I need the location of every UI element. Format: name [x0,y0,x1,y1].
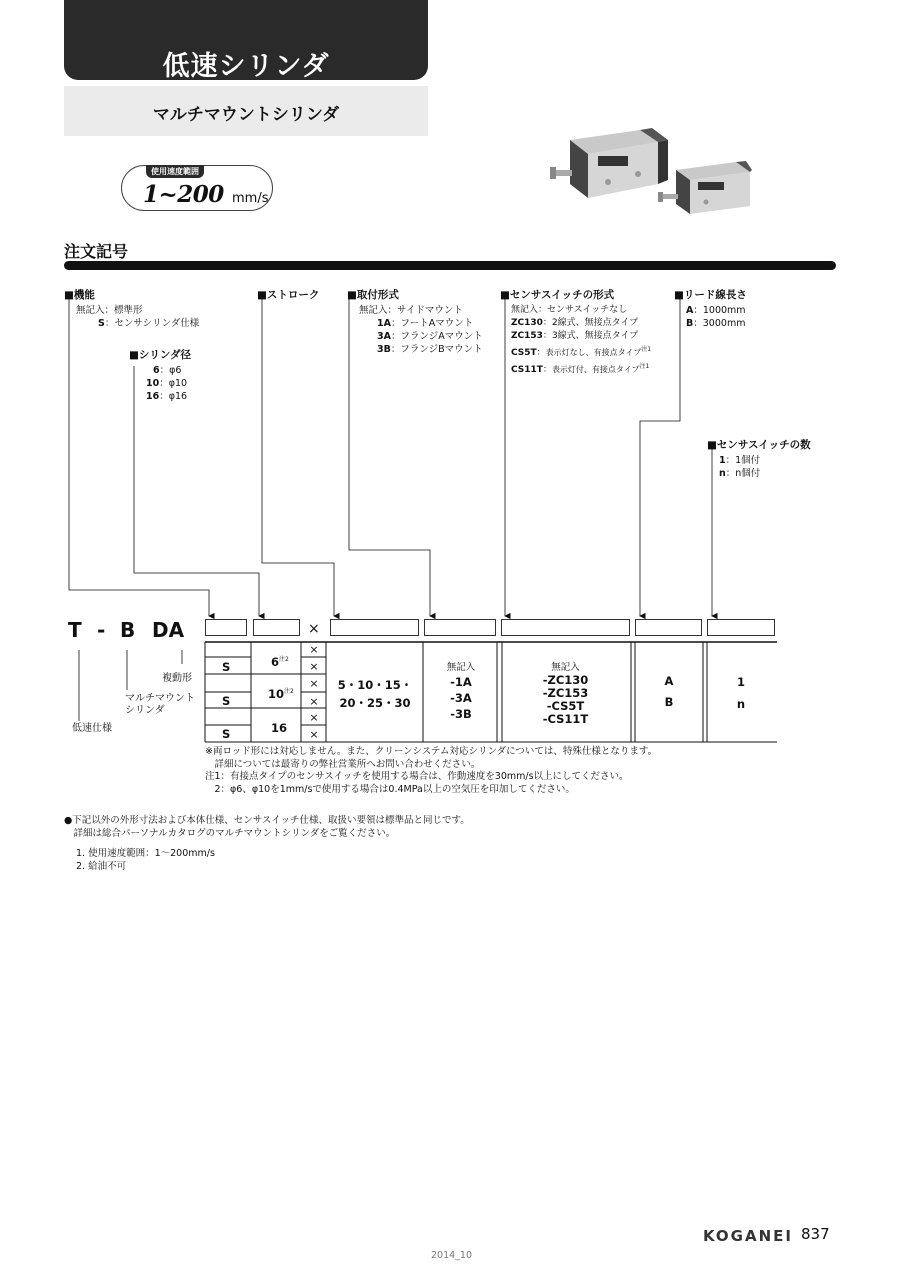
table-x: × [309,711,319,724]
table-x: × [309,643,319,656]
section-stroke-title: ■ストローク [257,289,320,301]
section-sensor-count-title: ■センサスイッチの数 [707,439,811,451]
function-options [76,304,199,330]
code-box-bore [253,619,300,636]
option-row: 3B：フランジBマウント [377,344,483,355]
option-row: 1：1個付 [719,455,761,466]
table-s-3: S [222,727,231,741]
option-row: S：センサシリンダ仕様 [98,318,200,329]
section-lead-title: ■リード線長さ [674,289,747,301]
code-box-sensor [501,619,630,636]
speed-range-value: 1~200 [143,181,224,208]
section-bore-title: ■シリンダ径 [129,349,192,361]
table-sensor-col: 無記入 -ZC130 -ZC153 -CS5T -CS11T [542,662,589,726]
section-mounting-title: ■取付形式 [347,289,399,301]
option-row: 10：φ10 [146,378,188,389]
label-multi-mount-1: マルチマウント [125,693,195,704]
option-row: ZC153：3線式、無接点タイプ [511,331,639,341]
option-row: 無記入：標準形 [76,305,143,316]
option-row: A：1000mm [686,305,746,316]
note-line: ※両ロッド形には対応しません。また、クリーンシステム対応シリンダについては、特殊仕様となります。 [205,746,658,757]
table-bore-16: 16 [271,721,288,735]
option-row: 無記入：サイドマウント [359,305,463,316]
code-box-mounting [424,619,496,636]
label-low-speed: 低速仕様 [72,723,112,734]
code-times: × [308,621,320,637]
code-box-function [205,619,247,636]
page-number: 837 [801,1225,830,1243]
table-x: × [309,660,319,673]
code-letter-t: T [68,618,82,642]
section-function-title: ■機能 [64,289,95,301]
note-line: 詳細については最寄りの弊社営業所へお問い合わせください。 [205,758,481,770]
bullet-item: 2. 給油不可 [76,860,127,872]
option-row: 1A：フートAマウント [377,318,474,329]
note-line: 2：φ6、φ10を1mm/sで使用する場合は0.4MPa以上の空気圧を印加してください。 [205,783,575,795]
option-key: S [98,318,105,329]
table-s-1: S [222,660,231,674]
label-multi-mount-2: シリンダ [125,705,165,716]
option-row: 16：φ16 [146,391,188,402]
bullet-line: 詳細は総合パーソナルカタログのマルチマウントシリンダをご覧ください。 [64,827,396,839]
table-mount-col: 無記入 -1A -3A -3B [446,662,476,721]
code-box-lead [635,619,702,636]
table-count-n: n [736,697,746,711]
notes-block [205,746,657,796]
bullet-item: 1. 使用速度範囲：1～200mm/s [76,848,215,859]
option-row: 6：φ6 [153,365,182,376]
table-bore-6: 6$^{注2}$ [271,654,289,669]
sensor-options [511,304,651,377]
sensor-count-options [719,454,760,480]
table-s-2: S [222,694,231,708]
page-subtitle: マルチマウントシリンダ [152,105,340,125]
code-box-count [707,619,775,636]
label-double-acting: 複動形 [162,673,192,684]
option-row: CS5T：表示灯なし、有接点タイプ$^{注1}$ [511,346,652,358]
option-row: B：3000mm [686,318,746,329]
code-letters-da: DA [152,618,185,642]
table-bore-10: 10$^{注2}$ [268,686,294,701]
code-letter-b: B [120,618,136,642]
option-row: n：n個付 [719,468,761,479]
option-row: ZC130：2線式、無接点タイプ [511,318,639,328]
bullet-line: ●下記以外の外形寸法および本体仕様、センサスイッチ仕様、取扱い要領は標準品と同じです。 [64,815,470,826]
section-sensor-title: ■センサスイッチの形式 [500,289,615,301]
brand-logo: KOGANEI [702,1227,793,1245]
option-row: 3A：フランジAマウント [377,331,483,342]
table-stroke-1: 5・10・15・ [337,678,413,692]
option-key: 無記入 [76,305,105,316]
order-code-heading: 注文記号 [64,242,129,261]
note-line: 注1：有接点タイプのセンサスイッチを使用する場合は、作動速度を30mm/s以上にしてください。 [205,771,629,782]
table-x: × [309,695,319,708]
speed-range-label: 使用速度範囲 [146,165,204,178]
code-box-stroke [330,619,419,636]
mounting-options [359,304,483,356]
table-lead-b: B [664,695,674,709]
option-row: CS11T：表示灯付、有接点タイプ$^{注1}$ [511,363,650,375]
table-x: × [309,728,319,741]
bullet-block [64,815,470,873]
table-x: × [309,677,319,690]
speed-range-unit: mm/s [232,191,269,206]
table-lead-a: A [664,674,674,688]
option-row: 無記入：センサスイッチなし [511,305,628,315]
table-stroke-2: 20・25・30 [339,696,411,710]
code-dash: - [97,618,106,642]
print-date: 2014_10 [431,1250,473,1261]
bore-options [146,364,187,403]
lead-options [686,304,746,330]
page-title: 低速シリンダ [162,51,330,82]
table-count-1: 1 [736,675,745,689]
